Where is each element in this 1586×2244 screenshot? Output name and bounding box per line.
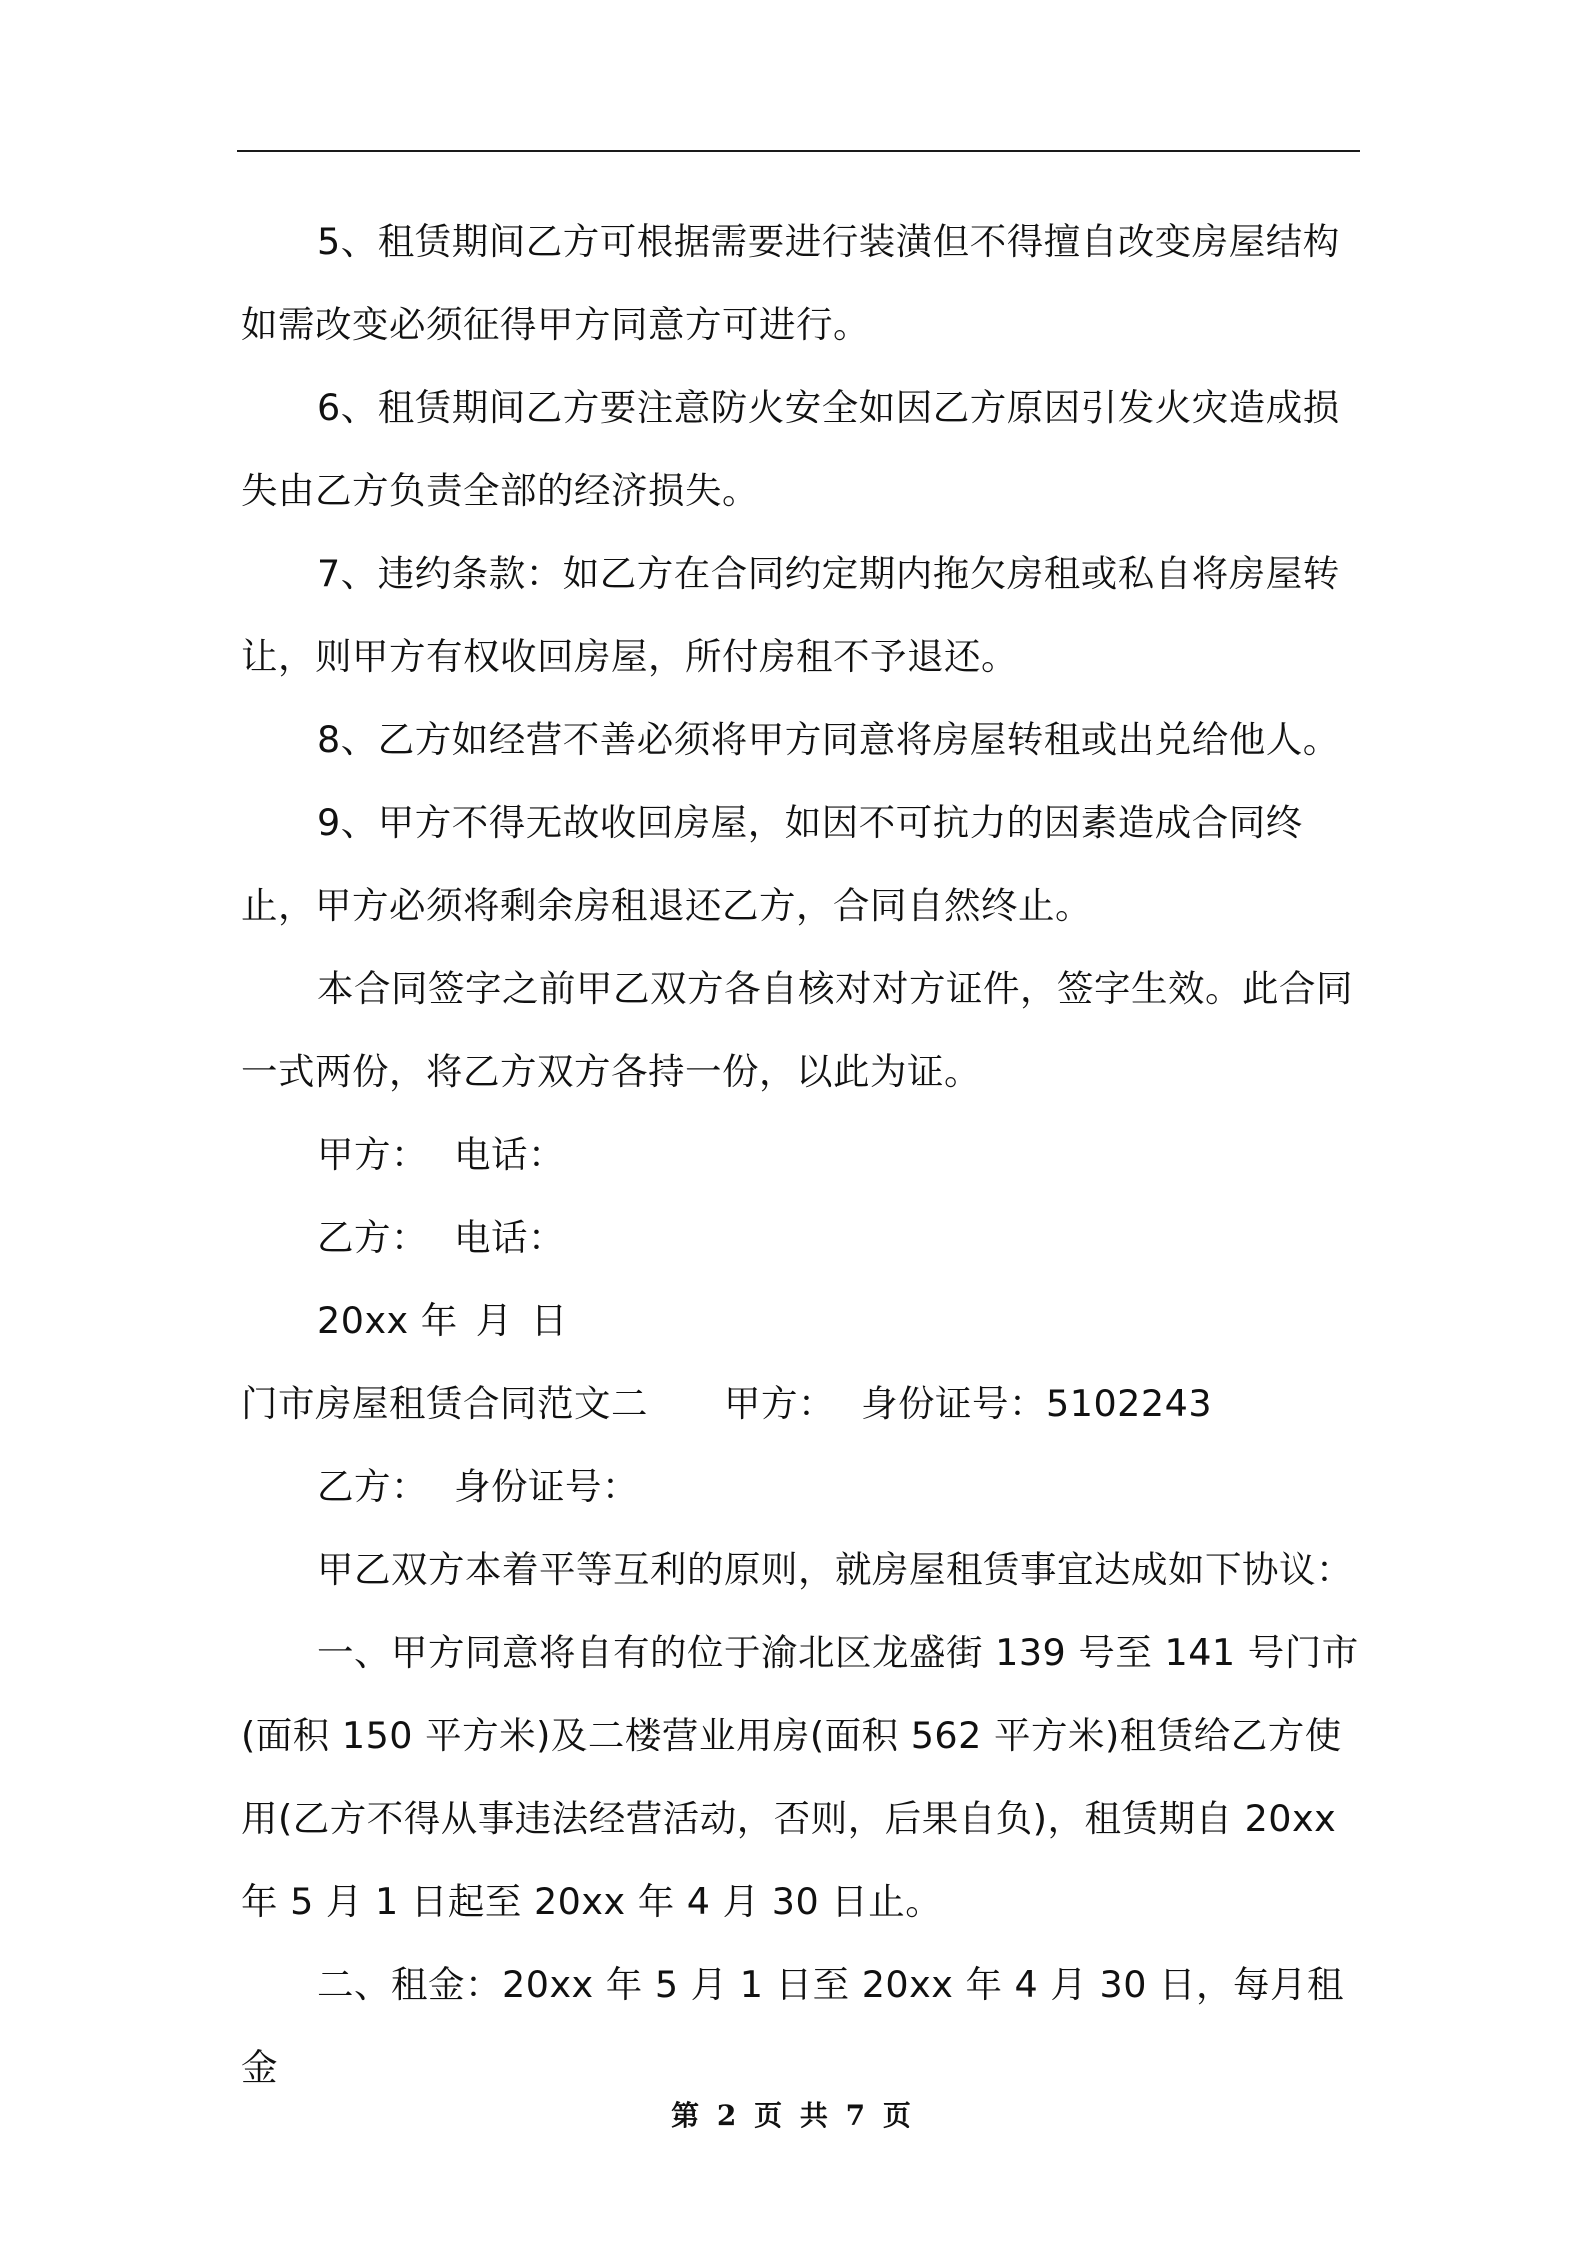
date-month: 月	[475, 1299, 513, 1342]
second-contract-header-line	[241, 1362, 1359, 1445]
closing-paragraph: 本合同签字之前甲乙双方各自核对对方证件，签字生效。此合同一式两份，将乙方双方各持一份，以此为证。	[241, 967, 1353, 1093]
party-a-label: 甲方：	[317, 1133, 428, 1176]
second-party-b-id: 身份证号：	[454, 1465, 639, 1508]
date-day: 日	[530, 1299, 568, 1342]
party-b-phone-label: 电话：	[454, 1216, 565, 1259]
clause-8: 8、乙方如经营不善必须将甲方同意将房屋转租或出兑给他人。	[317, 718, 1340, 761]
party-b-label: 乙方：	[317, 1216, 428, 1259]
second-contract-title: 门市房屋租赁合同范文二	[241, 1382, 648, 1425]
second-party-b-line	[241, 1445, 1359, 1528]
second-party-a-label: 甲方：	[724, 1382, 835, 1425]
date-year: 20xx 年	[317, 1299, 458, 1342]
second-party-b-label: 乙方：	[317, 1465, 428, 1508]
clause-7: 7、违约条款：如乙方在合同约定期内拖欠房租或私自将房屋转让，则甲方有权收回房屋，所付房租不予退还。	[241, 552, 1340, 678]
clause-9: 9、甲方不得无故收回房屋，如因不可抗力的因素造成合同终止，甲方必须将剩余房租退还乙方，合同自然终止。	[241, 801, 1303, 927]
agreement-intro: 甲乙双方本着平等互利的原则，就房屋租赁事宜达成如下协议：	[317, 1548, 1353, 1591]
clause-6: 6、租赁期间乙方要注意防火安全如因乙方原因引发火灾造成损失由乙方负责全部的经济损失。	[241, 386, 1340, 512]
header-rule	[237, 150, 1360, 152]
party-b-signature-line	[241, 1196, 1359, 1279]
date-line	[241, 1279, 1359, 1362]
party-a-phone-label: 电话：	[454, 1133, 565, 1176]
clause-two: 二、租金：20xx 年 5 月 1 日至 20xx 年 4 月 30 日，每月租金	[241, 1963, 1345, 2089]
clause-one: 一、甲方同意将自有的位于渝北区龙盛街 139 号至 141 号门市(面积 150 平方米)及二楼营业用房(面积 562 平方米)租赁给乙方使用(乙方不得从事违法经营活动，否则，后果自负)，租赁期自 20xx 年 5 月 1 日起至 20xx 年 4 月 30 日止。	[241, 1631, 1359, 1923]
party-a-signature-line	[241, 1113, 1359, 1196]
page-number-footer: 第 2 页 共 7 页	[671, 2099, 915, 2132]
second-party-a-id: 身份证号：5102243	[861, 1382, 1213, 1425]
clause-5: 5、租赁期间乙方可根据需要进行装潢但不得擅自改变房屋结构如需改变必须征得甲方同意方可进行。	[241, 220, 1340, 346]
document-body	[241, 200, 1359, 2109]
